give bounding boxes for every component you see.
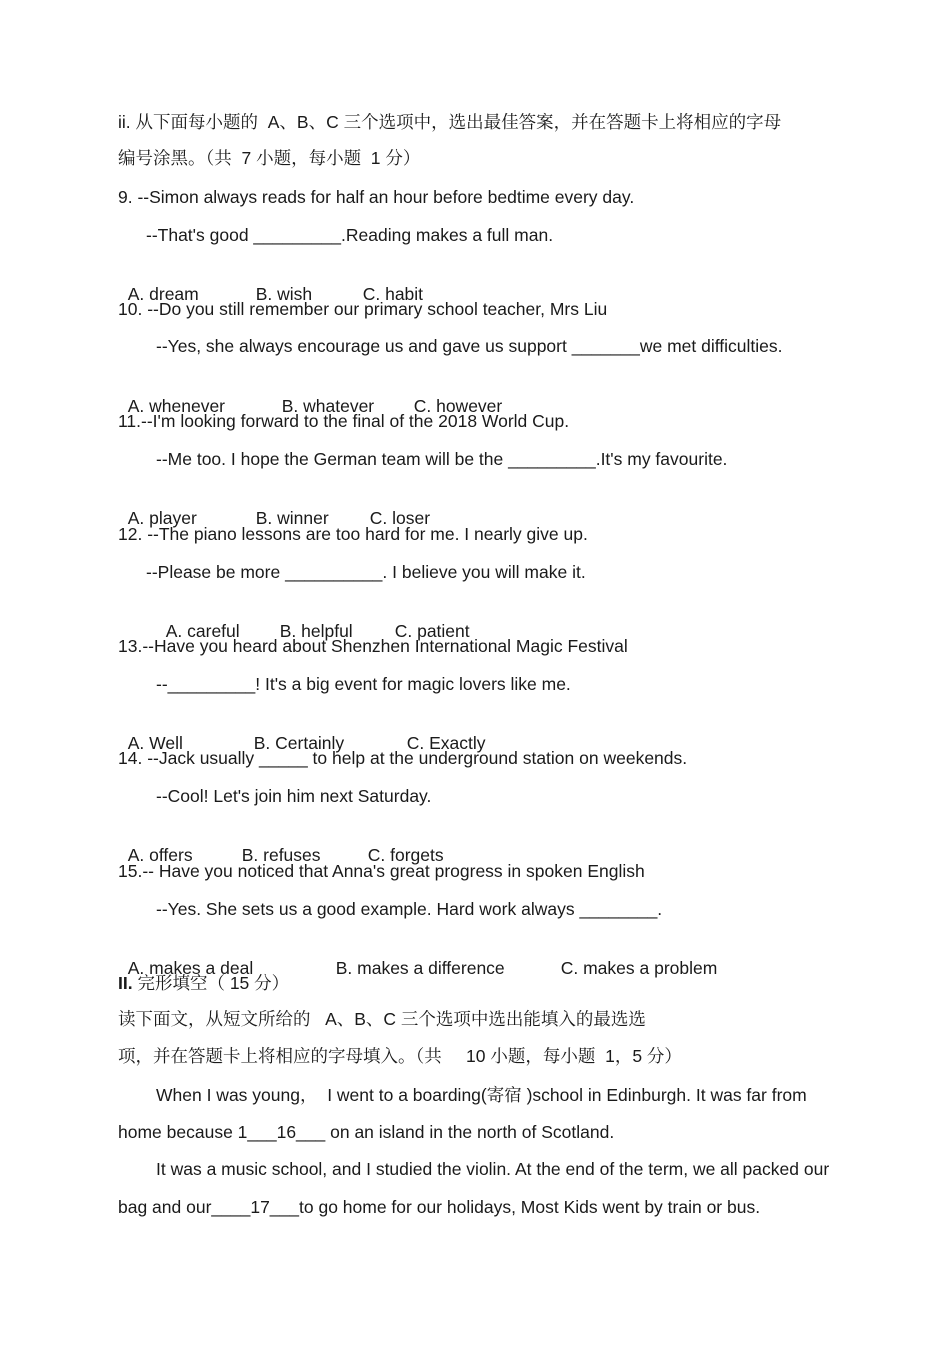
question-14: 14. --Jack usually _____ to help at the underground station on weekends. [118,748,688,768]
instruction-line-1: ii. 从下面每小题的 A、B、C 三个选项中，选出最佳答案，并在答题卡上将相应的字母 [118,112,782,132]
option-c: C. forgets [367,845,444,865]
option-a: A. Well [127,733,183,753]
option-c: C. patient [394,621,470,641]
response-14: --Cool! Let's join him next Saturday. [156,786,432,806]
passage-line-2: home because 1___16___ on an island in the north of Scotland. [118,1122,615,1142]
option-c: C. makes a problem [560,958,718,978]
option-a: A. whenever [127,396,226,416]
response-12: --Please be more __________. I believe you will make it. [146,562,586,582]
option-a: A. careful [165,621,240,641]
cloze-instruction-1: 读下面文，从短文所给的 A、B、C 三个选项中选出能填入的最选选 [118,1009,646,1029]
option-a: A. dream [127,284,199,304]
option-b: B. whatever [281,396,375,416]
option-b: B. makes a difference [335,958,505,978]
passage-line-3: It was a music school, and I studied the violin. At the end of the term, we all packed our [156,1159,830,1179]
option-a: A. makes a deal [127,958,254,978]
option-b: B. winner [255,508,329,528]
response-11: --Me too. I hope the German team will be the _________.It's my favourite. [156,449,728,469]
question-9: 9. --Simon always reads for half an hour before bedtime every day. [118,187,635,207]
response-9: --That's good _________.Reading makes a full man. [146,225,554,245]
option-c: C. loser [369,508,431,528]
option-a: A. offers [127,845,193,865]
section-number: II. [118,973,133,993]
passage-line-4: bag and our____17___to go home for our holidays, Most Kids went by train or bus. [118,1197,761,1217]
instruction-line-2: 编号涂黑。（共 7 小题，每小题 1 分） [118,148,421,168]
response-13: --_________! It's a big event for magic lovers like me. [156,674,571,694]
option-a: A. player [127,508,197,528]
option-b: B. Certainly [253,733,345,753]
option-b: B. refuses [241,845,321,865]
question-12: 12. --The piano lessons are too hard for me. I nearly give up. [118,524,588,544]
section-title: 完形填空（ 15 分） [132,973,290,993]
response-10: --Yes, she always encourage us and gave us support _______we met difficulties. [156,336,783,356]
question-13: 13.--Have you heard about Shenzhen International Magic Festival [118,636,628,656]
question-15: 15.-- Have you noticed that Anna's great progress in spoken English [118,861,645,881]
option-c: C. Exactly [406,733,486,753]
option-b: B. wish [255,284,313,304]
option-c: C. habit [362,284,424,304]
section-heading [118,972,289,994]
passage-line-1: When I was young， I went to a boarding(寄宿 )school in Edinburgh. It was far from [156,1085,807,1105]
option-c: C. however [413,396,503,416]
question-11: 11.--I'm looking forward to the final of the 2018 World Cup. [118,411,570,431]
response-15: --Yes. She sets us a good example. Hard work always ________. [156,899,663,919]
question-10: 10. --Do you still remember our primary school teacher, Mrs Liu [118,299,608,319]
option-b: B. helpful [279,621,353,641]
cloze-instruction-2: 项，并在答题卡上将相应的字母填入。（共 10 小题，每小题 1，5 分） [118,1046,682,1066]
